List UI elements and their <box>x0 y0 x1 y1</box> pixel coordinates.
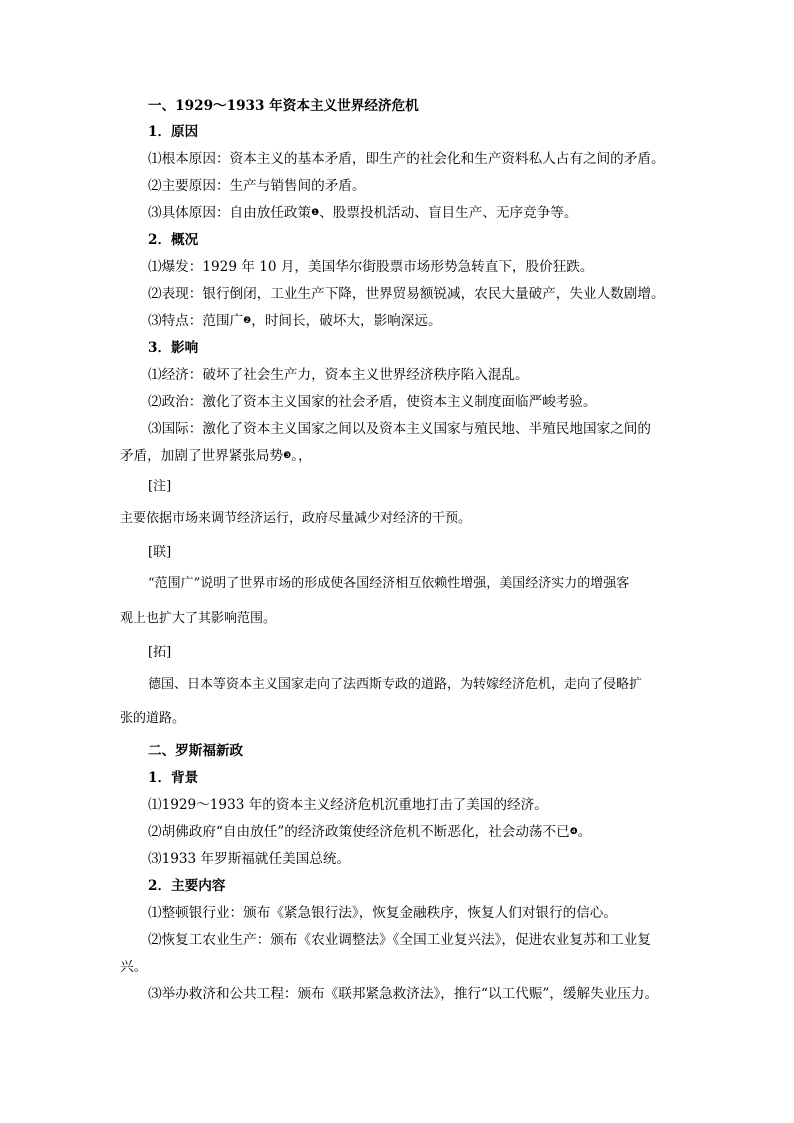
content-3: ⑶举办救济和公共工程：颁布《联邦紧急救济法》，推行“以工代赈”，缓解失业压力。 <box>148 986 659 1002</box>
overview-1: ⑴爆发：1929 年 10 月，美国华尔街股票市场形势急转直下，股价狂跌。 <box>148 259 594 275</box>
section2-heading: 二、罗斯福新政 <box>148 743 244 759</box>
impact-2: ⑵政治：激化了资本主义国家的社会矛盾，使资本主义制度面临严峻考验。 <box>148 394 597 410</box>
impact-3-line2-text-a: 矛盾，加剧了世界紧张局势 <box>120 448 284 464</box>
overview-2: ⑵表现：银行倒闭，工业生产下降，世界贸易额锐减，农民大量破产，失业人数剧增。 <box>148 286 665 302</box>
overview-3-text-a: ⑶特点：范围广 <box>148 313 244 329</box>
impact-3-line2-text-b: 。， <box>291 448 312 464</box>
background-2-text-a: ⑵胡佛政府“自由放任”的经济政策使经济危机不断恶化，社会动荡不已 <box>148 824 570 840</box>
note-marker-3: ❸ <box>283 451 292 461</box>
extension-label: [拓] <box>148 645 172 660</box>
section2-sub-contents: 2．主要内容 <box>148 878 226 894</box>
cause-2: ⑵主要原因：生产与销售间的矛盾。 <box>148 178 366 194</box>
background-2-text-b: 。 <box>577 824 592 840</box>
section1-sub-impact: 3．影响 <box>148 340 199 356</box>
impact-3-line1: ⑶国际：激化了资本主义国家之间以及资本主义国家与殖民地、半殖民地国家之间的 <box>148 421 651 437</box>
link-text-line2: 观上也扩大了其影响范围。 <box>120 611 277 626</box>
overview-3-text-b: ，时间长，破坏大，影响深远。 <box>251 313 442 329</box>
content-2-line2: 兴。 <box>120 959 148 975</box>
background-1: ⑴1929～1933 年的资本主义经济危机沉重地打击了美国的经济。 <box>148 797 548 813</box>
impact-1: ⑴经济：破坏了社会生产力，资本主义世界经济秩序陷入混乱。 <box>148 367 529 383</box>
link-label: [联] <box>148 545 172 560</box>
cause-3 <box>148 203 577 223</box>
cause-1: ⑴根本原因：资本主义的基本矛盾，即生产的社会化和生产资料私人占有之间的矛盾。 <box>148 151 665 167</box>
content-2-line1: ⑵恢复工农业生产：颁布《农业调整法》《全国工业复兴法》，促进农业复苏和工业复 <box>148 932 651 948</box>
background-3: ⑶1933 年罗斯福就任美国总统。 <box>148 851 351 867</box>
note-label: [注] <box>148 479 172 494</box>
section1-heading: 一、1929～1933 年资本主义世界经济危机 <box>148 98 419 114</box>
impact-3-line2 <box>120 446 312 466</box>
cause-3-text-a: ⑶具体原因：自由放任政策 <box>148 205 312 221</box>
background-2 <box>148 822 591 842</box>
note-marker-4: ❹ <box>569 827 578 837</box>
note-marker-1: ❶ <box>311 208 320 218</box>
extension-text-line1: 德国、日本等资本主义国家走向了法西斯专政的道路，为转嫁经济危机，走向了侵略扩 <box>148 677 643 692</box>
section2-sub-background: 1．背景 <box>148 770 199 786</box>
section1-sub-causes: 1．原因 <box>148 124 199 140</box>
extension-text-line2: 张的道路。 <box>120 711 186 726</box>
note-text: 主要依据市场来调节经济运行，政府尽量减少对经济的干预。 <box>120 511 472 526</box>
content-1: ⑴整顿银行业：颁布《紧急银行法》，恢复金融秩序，恢复人们对银行的信心。 <box>148 905 617 921</box>
overview-3 <box>148 311 442 331</box>
note-marker-2: ❷ <box>243 316 252 326</box>
link-text-line1: “范围广”说明了世界市场的形成使各国经济相互依赖性增强，美国经济实力的增强客 <box>148 576 630 591</box>
cause-3-text-b: 、股票投机活动、盲目生产、无序竞争等。 <box>319 205 578 221</box>
section1-sub-overview: 2．概况 <box>148 232 199 248</box>
